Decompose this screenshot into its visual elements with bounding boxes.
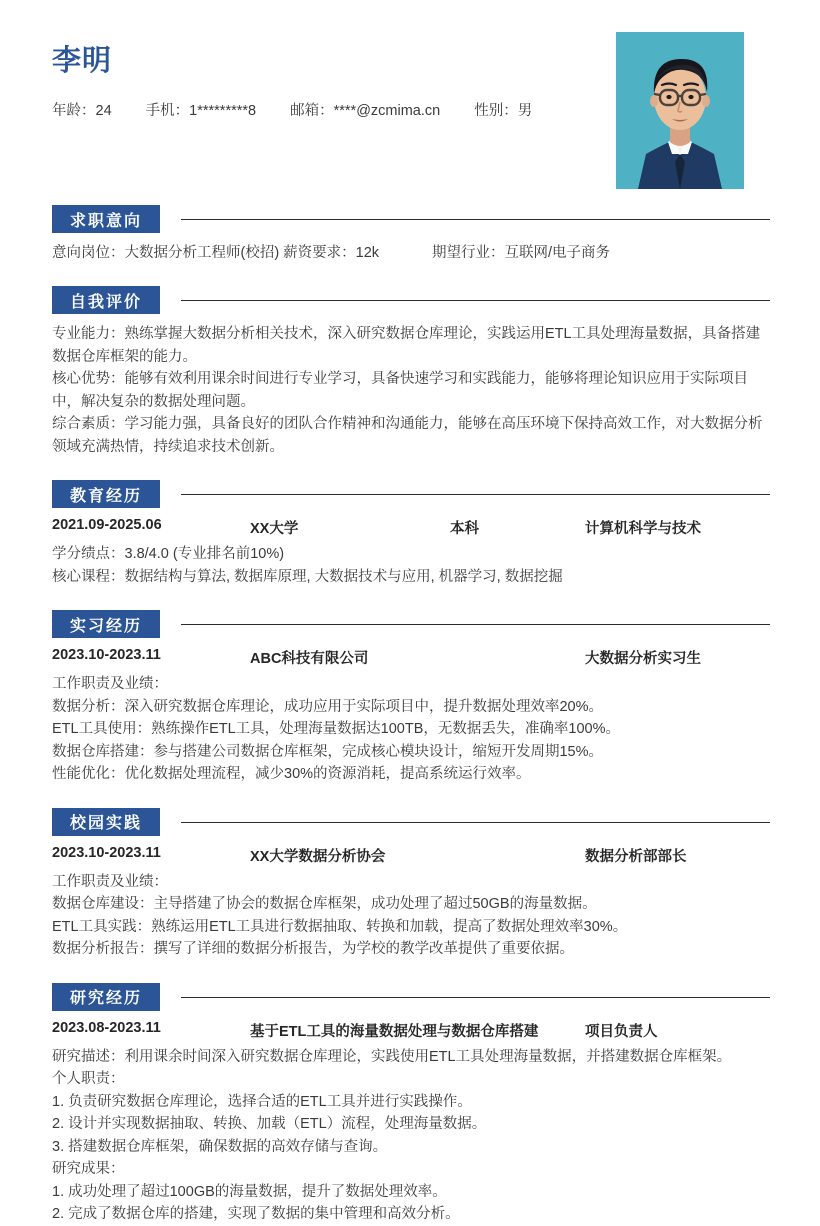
section-title-internship: 实习经历: [52, 610, 160, 638]
campus-date: 2023.10-2023.11: [52, 844, 161, 861]
research-detail: 1. 负责研究数据仓库理论，选择合适的ETL工具并进行实践操作。: [52, 1093, 472, 1110]
research-date: 2023.08-2023.11: [52, 1019, 161, 1036]
education-degree: 本科: [450, 521, 479, 537]
section-internship: [0, 610, 820, 786]
section-header-internship: [52, 610, 770, 638]
education-date: 2021.09-2025.06: [52, 517, 162, 533]
research-detail: 1. 成功处理了超过100GB的海量数据，提升了数据处理效率。: [52, 1183, 447, 1200]
campus-detail: 工作职责及业绩：: [52, 873, 168, 890]
education-detail: 学分绩点：3.8/4.0 (专业排名前10%): [52, 546, 285, 562]
section-title-campus-practice: 校园实践: [52, 808, 160, 836]
portrait-photo-icon: [616, 32, 744, 189]
research-title: 基于ETL工具的海量数据处理与数据仓库搭建: [250, 1023, 539, 1040]
section-self-evaluation: [0, 286, 820, 458]
research-role: 项目负责人: [585, 1023, 658, 1040]
page-title: 李明: [52, 45, 113, 77]
research-detail: 个人职责：: [52, 1071, 125, 1087]
internship-detail: ETL工具使用：熟练操作ETL工具，处理海量数据达100TB，无数据丢失，准确率100%。: [52, 721, 620, 737]
section-divider: [181, 822, 770, 823]
campus-detail: 数据仓库建设：主导搭建了协会的数据仓库框架，成功处理了超过50GB的海量数据。: [52, 896, 597, 912]
education-entry-row: [52, 517, 770, 540]
internship-date: 2023.10-2023.11: [52, 647, 161, 663]
research-detail: 3. 搭建数据仓库框架，确保数据的高效存储与查询。: [52, 1138, 388, 1155]
internship-detail: 性能优化：优化数据处理流程，减少30%的资源消耗，提高系统运行效率。: [52, 766, 531, 782]
internship-role: 大数据分析实习生: [585, 651, 701, 667]
internship-entry-row: [52, 647, 770, 670]
section-divider: [181, 494, 770, 495]
internship-company: ABC科技有限公司: [250, 651, 369, 667]
section-divider: [181, 997, 770, 998]
contact-age: 年龄：24: [52, 102, 112, 119]
section-title-research: 研究经历: [52, 983, 160, 1011]
section-divider: [181, 300, 770, 301]
self-eval-paragraph: 综合素质：学习能力强，具备良好的团队合作精神和沟通能力，能够在高压环境下保持高效工作，对大数据分析领域充满热情，持续追求技术创新。: [52, 416, 763, 455]
research-detail: 2. 设计并实现数据抽取、转换、加载（ETL）流程，处理海量数据。: [52, 1116, 487, 1132]
objective-industry: 期望行业：互联网/电子商务: [432, 245, 611, 261]
research-detail: 研究成果：: [52, 1161, 125, 1177]
campus-entry-row: [52, 845, 770, 868]
section-divider: [181, 219, 770, 220]
education-major: 计算机科学与技术: [585, 521, 701, 537]
internship-detail: 数据仓库搭建：参与搭建公司数据仓库框架，完成核心模块设计，缩短开发周期15%。: [52, 743, 604, 760]
section-title-education: 教育经历: [52, 480, 160, 508]
campus-role: 数据分析部部长: [585, 848, 687, 865]
research-detail: 研究描述：利用课余时间深入研究数据仓库理论，实践使用ETL工具处理海量数据，并搭建数据仓库框架。: [52, 1048, 732, 1065]
section-header-education: [52, 480, 770, 508]
research-entry-row: [52, 1020, 770, 1043]
section-divider: [181, 624, 770, 625]
contact-email: 邮箱：****@zcmima.cn: [290, 102, 441, 119]
self-eval-paragraph: 专业能力：熟练掌握大数据分析相关技术，深入研究数据仓库理论，实践运用ETL工具处理海量数据，具备搭建数据仓库框架的能力。: [52, 326, 761, 365]
campus-org: XX大学数据分析协会: [250, 848, 386, 865]
objective-row: [52, 242, 770, 264]
section-title-self-evaluation: 自我评价: [52, 286, 160, 314]
research-detail: 2. 完成了数据仓库的搭建，实现了数据的集中管理和高效分析。: [52, 1206, 460, 1222]
section-header-campus-practice: [52, 808, 770, 836]
avatar: [616, 32, 744, 189]
section-title-objective: 求职意向: [52, 205, 160, 233]
internship-detail: 工作职责及业绩：: [52, 676, 168, 692]
section-header-self-evaluation: [52, 286, 770, 314]
education-detail: 核心课程：数据结构与算法, 数据库原理, 大数据技术与应用, 机器学习, 数据挖掘: [52, 568, 563, 585]
section-objective: [0, 205, 820, 264]
section-header-objective: [52, 205, 770, 233]
contact-gender: 性别：男: [474, 102, 533, 119]
internship-detail: 数据分析：深入研究数据仓库理论，成功应用于实际项目中，提升数据处理效率20%。: [52, 698, 604, 715]
section-research: [0, 983, 820, 1226]
resume-header: [0, 0, 820, 190]
campus-detail: 数据分析报告：撰写了详细的数据分析报告，为学校的教学改革提供了重要依据。: [52, 941, 574, 957]
contact-phone: 手机：1*********8: [145, 102, 257, 119]
campus-detail: ETL工具实践：熟练运用ETL工具进行数据抽取、转换和加载，提高了数据处理效率30%。: [52, 918, 628, 935]
education-school: XX大学: [250, 521, 299, 537]
self-eval-paragraph: 核心优势：能够有效利用课余时间进行专业学习，具备快速学习和实践能力，能够将理论知识应用于实际项目中，解决复杂的数据处理问题。: [52, 371, 748, 410]
section-education: [0, 480, 820, 588]
section-header-research: [52, 983, 770, 1011]
objective-position: 意向岗位：大数据分析工程师(校招) 薪资要求：12k: [52, 245, 380, 261]
section-campus-practice: [0, 808, 820, 961]
